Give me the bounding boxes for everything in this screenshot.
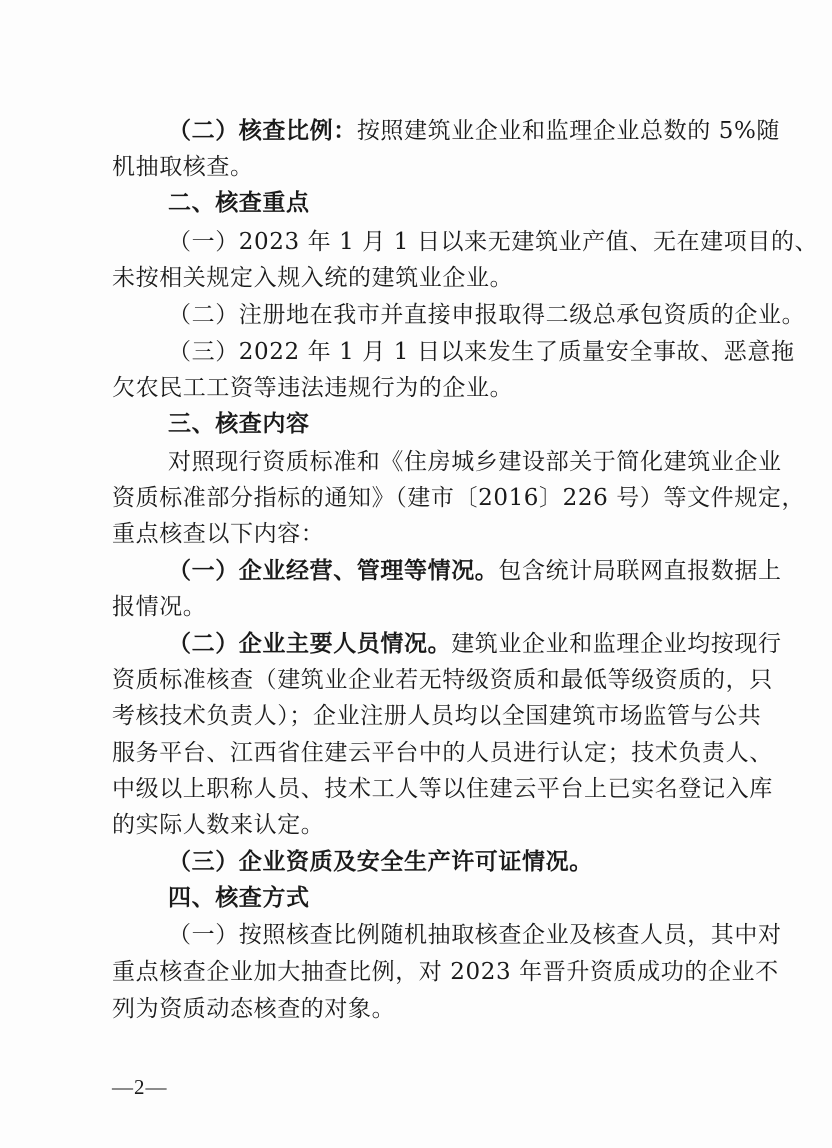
paragraph-line xyxy=(112,810,752,840)
line-text: 报情况。 xyxy=(112,594,207,620)
line-text: 列为资质动态核查的对象。 xyxy=(112,996,396,1022)
paragraph-line xyxy=(112,152,752,182)
paragraph-line xyxy=(168,920,782,950)
paragraph-line xyxy=(168,300,806,330)
line-text: 服务平台、江西省住建云平台中的人员进行认定；技术负责人、 xyxy=(112,740,773,766)
paragraph-line xyxy=(112,994,752,1024)
bold-lead: （二）企业主要人员情况。 xyxy=(168,630,452,657)
bold-lead: （三）企业资质及安全生产许可证情况。 xyxy=(168,848,593,875)
paragraph-line xyxy=(168,337,795,367)
paragraph-line xyxy=(112,774,773,804)
bold-lead: （二）核查比例： xyxy=(168,117,357,144)
line-text: 重点核查企业加大抽查比例，对 2023 年晋升资质成功的企业不 xyxy=(112,959,779,985)
section-heading xyxy=(168,188,752,218)
paragraph-line xyxy=(112,665,773,695)
line-text: （一）按照核查比例随机抽取核查企业及核查人员，其中对 xyxy=(168,922,782,948)
paragraph-line xyxy=(168,116,781,146)
line-text: （三）2022 年 1 月 1 日以来发生了质量安全事故、恶意拖 xyxy=(168,339,795,365)
paragraph-line xyxy=(112,483,806,513)
paragraph-line xyxy=(112,957,779,987)
paragraph-line xyxy=(112,738,773,768)
paragraph-line xyxy=(168,227,819,257)
line-text: 按照建筑业企业和监理企业总数的 5%随 xyxy=(356,118,781,144)
paragraph-line xyxy=(112,519,752,549)
line-text: 中级以上职称人员、技术工人等以住建云平台上已实名登记入库 xyxy=(112,776,773,802)
heading-text: 四、核查方式 xyxy=(168,884,310,911)
line-text: （二）注册地在我市并直接申报取得二级总承包资质的企业。 xyxy=(168,302,806,328)
paragraph-line xyxy=(112,263,752,293)
section-heading xyxy=(168,883,752,913)
line-text: 的实际人数来认定。 xyxy=(112,812,325,838)
line-text: 未按相关规定入规入统的建筑业企业。 xyxy=(112,265,514,291)
section-heading xyxy=(168,409,752,439)
heading-text: 三、核查内容 xyxy=(168,410,310,437)
paragraph-line xyxy=(168,556,782,586)
line-text: 考核技术负责人）；企业注册人员均以全国建筑市场监管与公共 xyxy=(112,703,762,729)
heading-text: 二、核查重点 xyxy=(168,189,310,216)
bold-lead: （一）企业经营、管理等情况。 xyxy=(168,557,499,584)
paragraph-line xyxy=(168,847,752,877)
line-text: 重点核查以下内容： xyxy=(112,521,325,547)
line-text: 资质标准核查（建筑业企业若无特级资质和最低等级资质的，只 xyxy=(112,667,773,693)
page-number: —2— xyxy=(112,1075,168,1099)
paragraph-line xyxy=(168,629,782,659)
line-text: （一）2023 年 1 月 1 日以来无建筑业产值、无在建项目的、 xyxy=(168,229,819,255)
paragraph-line xyxy=(168,447,782,477)
line-text: 欠农民工工资等违法违规行为的企业。 xyxy=(112,375,514,401)
line-text: 包含统计局联网直报数据上 xyxy=(498,558,782,584)
line-text: 资质标准部分指标的通知》（建市〔2016〕226 号）等文件规定， xyxy=(112,485,806,511)
paragraph-line xyxy=(112,373,752,403)
line-text: 建筑业企业和监理企业均按现行 xyxy=(451,631,782,657)
paragraph-line xyxy=(112,701,762,731)
paragraph-line xyxy=(112,592,752,622)
line-text: 机抽取核查。 xyxy=(112,154,254,180)
line-text: 对照现行资质标准和《住房城乡建设部关于简化建筑业企业 xyxy=(168,449,782,475)
